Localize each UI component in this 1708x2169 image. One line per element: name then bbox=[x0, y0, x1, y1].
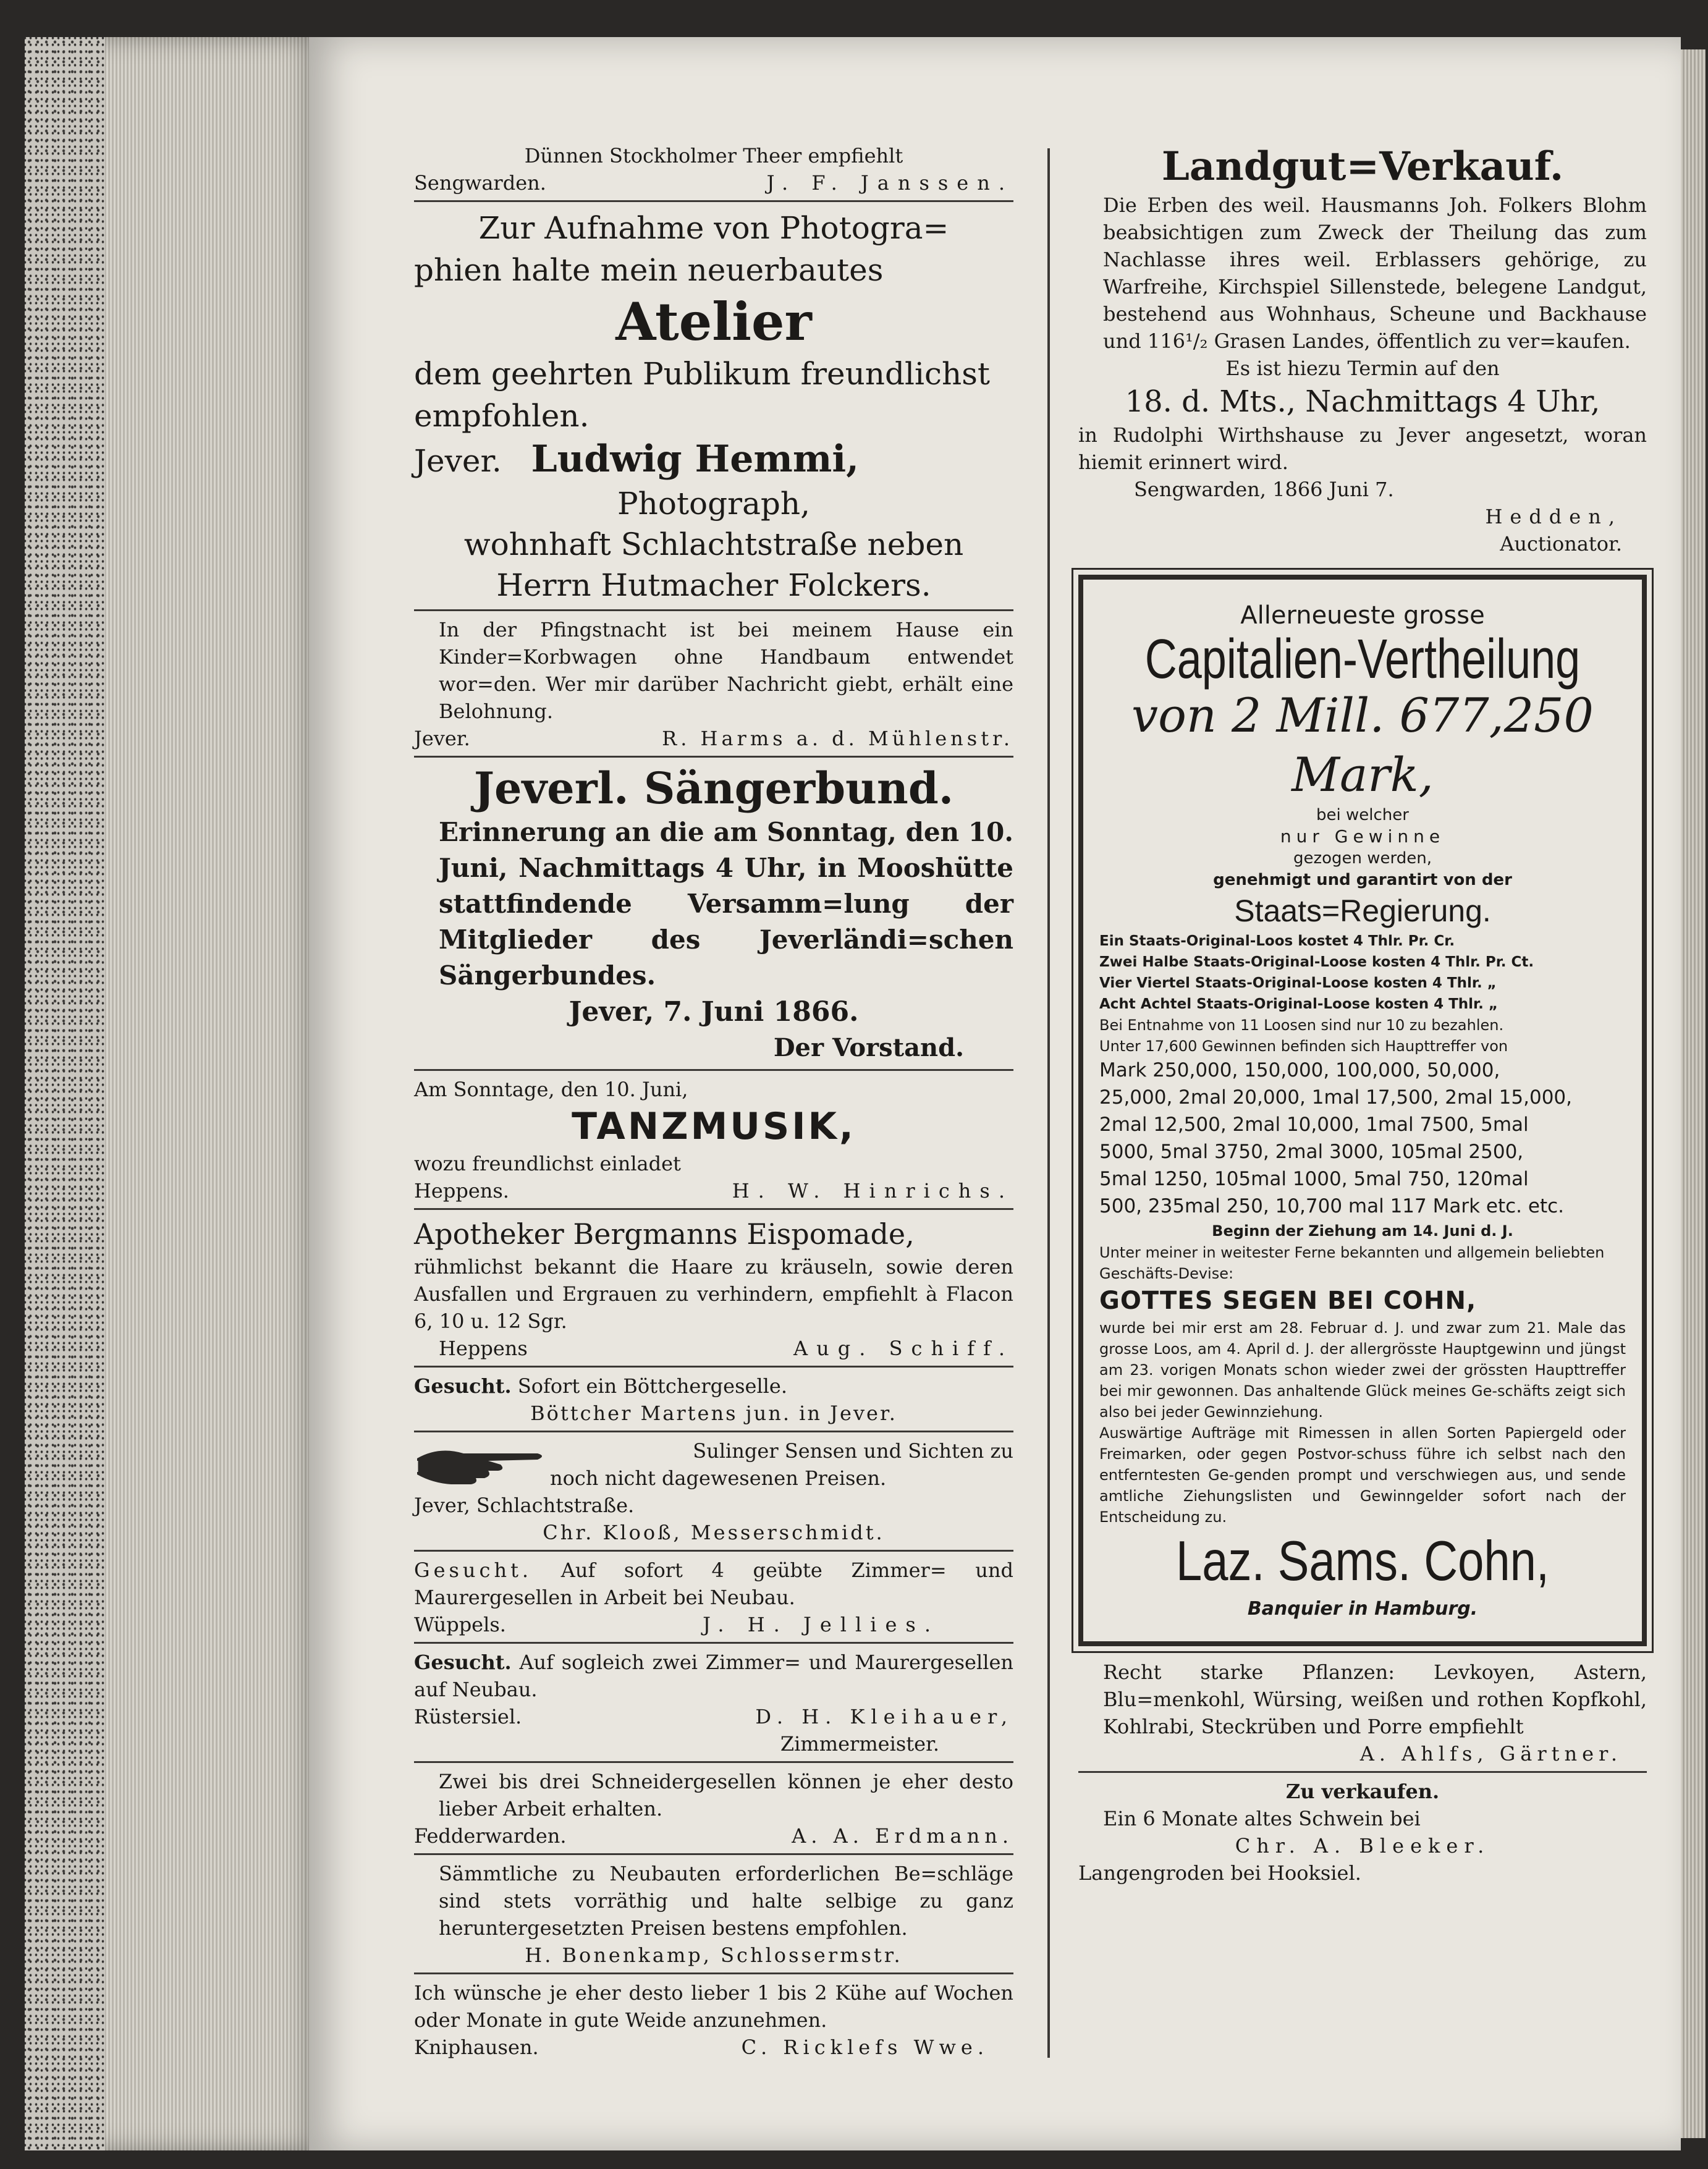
price-line: Vier Viertel Staats-Original-Loose kosten 4 Thlr. „ bbox=[1099, 975, 1497, 991]
ad-gesucht-wueppels bbox=[414, 1557, 1013, 1638]
ad-signature: J. H. Jellies. bbox=[703, 1613, 939, 1636]
ad-signature: D. H. Kleihauer, bbox=[755, 1705, 1013, 1728]
ad-signature: Böttcher Martens jun. in Jever. bbox=[530, 1402, 897, 1425]
ad-line: Staats=Regierung. bbox=[1234, 894, 1491, 928]
ad-text: Recht starke Pflanzen: Levkoyen, Astern, Blu=menkohl, Würsing, weißen und rothen Kopfkohl, Kohlrabi, Steckrüben und Porre empfiehlt bbox=[1103, 1660, 1647, 1738]
ad-boettcher bbox=[414, 1372, 1013, 1427]
ad-line: empfohlen. bbox=[414, 398, 590, 434]
ad-kuehe bbox=[414, 1979, 1013, 2061]
right-page-edge bbox=[1681, 49, 1706, 2138]
ad-place: Jever, Schlachtstraße. bbox=[414, 1494, 635, 1517]
ad-text: Unter meiner in weitester Ferne bekannten und allgemein beliebten Geschäfts-Devise: bbox=[1099, 1244, 1605, 1282]
ad-line: phien halte mein neuerbautes bbox=[414, 252, 884, 288]
ad-gesucht-ruestersiel bbox=[414, 1649, 1013, 1757]
ad-text: Dünnen Stockholmer Theer empfiehlt bbox=[524, 144, 903, 167]
ad-headline: Atelier bbox=[615, 291, 812, 352]
divider bbox=[414, 756, 1013, 758]
ad-schwein bbox=[1078, 1778, 1647, 1887]
ad-line: Allerneueste grosse bbox=[1240, 601, 1485, 630]
column-divider bbox=[1047, 148, 1050, 2058]
ad-text: Bei Entnahme von 11 Loosen sind nur 10 zu bezahlen. bbox=[1099, 1017, 1504, 1034]
price-list bbox=[1099, 931, 1626, 1015]
ad-text: Auf sogleich zwei Zimmer= und Maurergesellen auf Neubau. bbox=[414, 1651, 1014, 1701]
newspaper-page bbox=[309, 37, 1681, 2150]
ad-headline: GOTTES SEGEN BEI COHN, bbox=[1099, 1287, 1477, 1315]
ad-line: genehmigt und garantirt von der bbox=[1213, 871, 1512, 889]
ad-text: Sofort ein Böttchergeselle. bbox=[517, 1374, 788, 1398]
ad-title: Auctionator. bbox=[1500, 532, 1622, 556]
ad-text: in Rudolphi Wirthshause zu Jever angesetzt, woran hiemit erinnert wird. bbox=[1078, 423, 1647, 474]
ad-headline: Zu verkaufen. bbox=[1285, 1780, 1440, 1803]
ad-line: gezogen werden, bbox=[1293, 849, 1432, 868]
win-line: Mark 250,000, 150,000, 100,000, 50,000, bbox=[1099, 1059, 1500, 1081]
price-line: Zwei Halbe Staats-Original-Loose kosten 4 Thlr. Pr. Ct. bbox=[1099, 954, 1534, 970]
ad-text: Die Erben des weil. Hausmanns Joh. Folkers Blohm beabsichtigen zum Zweck der Theilung das zum Nachlasse ihres weil. Erblassers gehörige, zu Warfreihe, Kirchspiel Sillenstede, belegene Landgut, bestehend aus Wohnhaus, Scheune und Backhause und 116¹/₂ Grasen Landes, öffentlich zu ver=kaufen. bbox=[1103, 193, 1647, 353]
price-line: Acht Achtel Staats-Original-Loose kosten 4 Thlr. „ bbox=[1099, 996, 1498, 1012]
ad-text: wurde bei mir erst am 28. Februar d. J. und zwar zum 21. Male das grosse Loos, am 4. April d. J. der allergrösste Hauptgewinn und jüngst am 23. vorigen Monats schon wieder zwei der grössten Haupttreffer bei mir gewonnen. Das anhaltende Glück meines Ge-schäfts zeigt sich also bei jeder Gewinnziehung. bbox=[1099, 1319, 1626, 1421]
win-line: 5mal 1250, 105mal 1000, 5mal 750, 120mal bbox=[1099, 1168, 1529, 1190]
ad-headline: von 2 Mill. 677,250 Mark, bbox=[1131, 688, 1594, 802]
ad-pflanzen bbox=[1078, 1659, 1647, 1767]
divider bbox=[414, 1642, 1013, 1644]
win-list bbox=[1099, 1057, 1626, 1220]
ad-place: Jever. bbox=[414, 443, 502, 479]
ad-signature: Chr. Klooß, Messerschmidt. bbox=[543, 1521, 885, 1544]
ad-line: dem geehrten Publikum freundlichst bbox=[414, 356, 990, 392]
ad-signature: A. A. Erdmann. bbox=[792, 1824, 1013, 1848]
ad-signature: H. Bonenkamp, Schlossermstr. bbox=[525, 1943, 903, 1967]
ad-title: Banquier in Hamburg. bbox=[1247, 1598, 1478, 1620]
ad-text: Ich wünsche je eher desto lieber 1 bis 2 Kühe auf Wochen oder Monate in gute Weide anzunehmen. bbox=[414, 1981, 1013, 2032]
ad-tanzmusik bbox=[414, 1076, 1013, 1204]
ad-signature: A. Ahlfs, Gärtner. bbox=[1359, 1742, 1622, 1765]
ad-headline: Landgut=Verkauf. bbox=[1161, 143, 1564, 190]
ad-atelier bbox=[414, 207, 1013, 606]
ad-headline: TANZMUSIK, bbox=[572, 1105, 856, 1148]
ad-place: Sengwarden. bbox=[414, 171, 546, 195]
ad-text: Beginn der Ziehung am 14. Juni d. J. bbox=[1212, 1222, 1513, 1240]
ad-sensen bbox=[414, 1437, 1013, 1546]
divider bbox=[414, 1366, 1013, 1368]
divider bbox=[414, 1853, 1013, 1855]
ad-signature: Der Vorstand. bbox=[773, 1033, 964, 1062]
ad-line: wohnhaft Schlachtstraße neben bbox=[463, 526, 964, 562]
ad-signature: Laz. Sams. Cohn, bbox=[1175, 1529, 1550, 1593]
ad-date: Jever, 7. Juni 1866. bbox=[569, 996, 859, 1028]
ad-line: Sulinger Sensen und Sichten zu bbox=[693, 1439, 1013, 1463]
divider bbox=[414, 200, 1013, 202]
ad-text: Sämmtliche zu Neubauten erforderlichen Be=schläge sind stets vorräthig und halte selbige zu ganz heruntergesetzten Preisen bestens empfohlen. bbox=[439, 1862, 1013, 1940]
ad-text: In der Pfingstnacht ist bei meinem Hause ein Kinder=Korbwagen ohne Handbaum entwendet wor=den. Wer mir darüber Nachricht giebt, erhält eine Belohnung. bbox=[439, 618, 1013, 723]
ad-line: nur Gewinne bbox=[1280, 826, 1445, 847]
win-line: 500, 235mal 250, 10,700 mal 117 Mark etc. etc. bbox=[1099, 1195, 1564, 1217]
ad-signature: Ludwig Hemmi, bbox=[531, 438, 860, 481]
ad-place: Wüppels. bbox=[414, 1613, 506, 1636]
ad-line: Zur Aufnahme von Photogra= bbox=[478, 210, 949, 246]
ad-place: Heppens. bbox=[414, 1179, 509, 1203]
ad-line: 18. d. Mts., Nachmittags 4 Uhr, bbox=[1125, 384, 1600, 419]
left-column bbox=[414, 142, 1013, 2061]
ad-place: Rüstersiel. bbox=[414, 1705, 522, 1728]
ad-signature: Hedden, bbox=[1485, 505, 1622, 528]
divider bbox=[414, 1431, 1013, 1432]
ad-saengerbund bbox=[414, 763, 1013, 1065]
ad-beschlaege bbox=[414, 1860, 1013, 1969]
ad-text: Zwei bis drei Schneidergesellen können je eher desto lieber Arbeit erhalten. bbox=[439, 1770, 1013, 1820]
ad-place: Fedderwarden. bbox=[414, 1824, 567, 1848]
ad-text: Auswärtige Aufträge mit Rimessen in allen Sorten Papiergeld oder Freimarken, oder gegen Postvor-schuss führe ich selbst nach den entferntesten Ge-genden prompt und verschwiegen aus, und sende amtliche Ziehungslisten und Gewinngelder sofort nach der Entscheidung zu. bbox=[1099, 1424, 1626, 1526]
ad-schneider bbox=[414, 1768, 1013, 1850]
speckled-book-edge bbox=[25, 37, 105, 2150]
divider bbox=[1078, 1771, 1647, 1773]
ad-signature: H. W. Hinrichs. bbox=[732, 1179, 1013, 1203]
ad-place: Langengroden bei Hooksiel. bbox=[1078, 1861, 1361, 1885]
win-line: 5000, 5mal 3750, 2mal 3000, 105mal 2500, bbox=[1099, 1141, 1524, 1163]
ad-head: Gesucht. bbox=[414, 1374, 512, 1398]
ad-eispomade bbox=[414, 1215, 1013, 1362]
win-line: 2mal 12,500, 2mal 10,000, 1mal 7500, 5mal bbox=[1099, 1114, 1529, 1136]
ad-headline: Jeverl. Sängerbund. bbox=[473, 763, 954, 814]
divider bbox=[414, 1208, 1013, 1210]
ad-signature: Chr. A. Bleeker. bbox=[1235, 1834, 1490, 1858]
ad-line: Herrn Hutmacher Folckers. bbox=[496, 567, 931, 603]
ad-line: bei welcher bbox=[1316, 806, 1409, 824]
right-column bbox=[1078, 142, 1647, 1887]
ad-text: Auf sofort 4 geübte Zimmer= und Maurergesellen in Arbeit bei Neubau. bbox=[414, 1558, 1014, 1609]
ad-line: noch nicht dagewesenen Preisen. bbox=[550, 1466, 887, 1490]
divider bbox=[414, 609, 1013, 611]
divider bbox=[414, 1972, 1013, 1974]
price-line: Ein Staats-Original-Loos kostet 4 Thlr. Pr. Cr. bbox=[1099, 933, 1455, 949]
ad-line: Photograph, bbox=[617, 486, 810, 522]
ad-title: Zimmermeister. bbox=[780, 1732, 939, 1756]
ad-headline: Apotheker Bergmanns Eispomade, bbox=[414, 1217, 915, 1251]
ad-line: Es ist hiezu Termin auf den bbox=[1225, 357, 1500, 380]
ad-line: Am Sonntage, den 10. Juni, bbox=[414, 1078, 688, 1101]
ad-line: Ein 6 Monate altes Schwein bei bbox=[1103, 1807, 1421, 1830]
ad-lottery-frame bbox=[1078, 575, 1647, 1646]
ad-date: Sengwarden, 1866 Juni 7. bbox=[1134, 478, 1394, 501]
ad-line: wozu freundlichst einladet bbox=[414, 1152, 681, 1175]
divider bbox=[414, 1761, 1013, 1763]
ad-place: Jever. bbox=[414, 727, 470, 750]
ad-signature: C. Ricklefs Wwe. bbox=[741, 2036, 989, 2059]
ad-signature: R. Harms a. d. Mühlenstr. bbox=[662, 727, 1013, 750]
ad-head: Gesucht. bbox=[414, 1651, 512, 1674]
ad-text: Unter 17,600 Gewinnen befinden sich Haupttreffer von bbox=[1099, 1038, 1508, 1055]
pointing-hand-icon bbox=[414, 1440, 550, 1489]
ad-signature: Aug. Schiff. bbox=[793, 1337, 1013, 1360]
win-line: 25,000, 2mal 20,000, 1mal 17,500, 2mal 15,000, bbox=[1099, 1086, 1573, 1109]
ad-signature: J. F. Janssen. bbox=[766, 171, 1013, 195]
ad-place: Heppens bbox=[439, 1337, 528, 1360]
ad-place: Kniphausen. bbox=[414, 2036, 539, 2059]
ad-landgut bbox=[1078, 142, 1647, 557]
ad-kinderwagen bbox=[414, 616, 1013, 752]
ad-headline: Capitalien-Vertheilung bbox=[1144, 628, 1581, 690]
ad-theer bbox=[414, 142, 1013, 197]
ad-text: Erinnerung an die am Sonntag, den 10. Juni, Nachmittags 4 Uhr, in Mooshütte stattfindende Versamm=lung der Mitglieder des Jeverländi=schen Sängerbundes. bbox=[439, 817, 1013, 991]
divider bbox=[414, 1550, 1013, 1552]
ad-head: Gesucht. bbox=[414, 1558, 533, 1582]
ad-text: rühmlichst bekannt die Haare zu kräuseln, sowie deren Ausfallen und Ergrauen zu verhindern, empfiehlt à Flacon 6, 10 u. 12 Sgr. bbox=[414, 1255, 1013, 1333]
divider bbox=[414, 1069, 1013, 1071]
